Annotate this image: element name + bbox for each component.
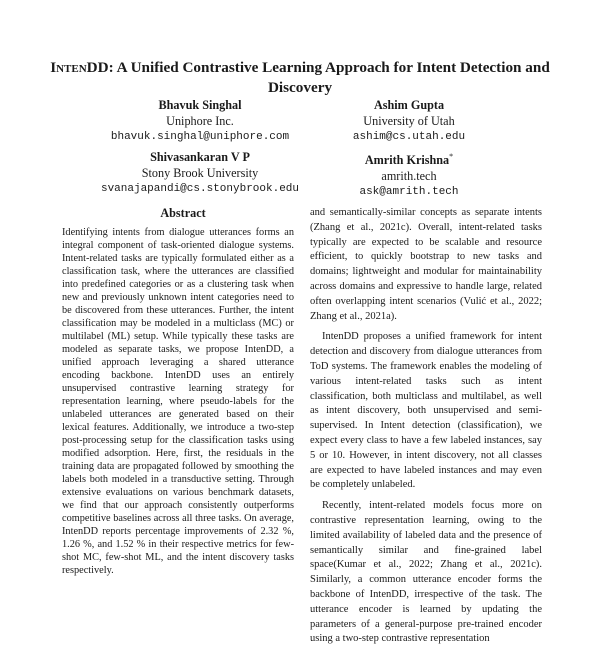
author-name: Ashim Gupta [373,98,445,112]
author-block [299,97,519,145]
author-block [90,97,310,145]
author-affiliation: Stony Brook University [141,166,259,180]
title-rest: : A Unified Contrastive Learning Approach for Intent Detection and Discovery [108,59,550,96]
author-affiliation: amrith.tech [381,169,437,184]
abstract-body [62,226,294,577]
paragraph-continuation: and semantically-similar concepts as separate intents (Zhang et al., 2021c). Overall, intent-related tasks typically are expected to be scalable and resource efficient, to quickly bootstrap to new tasks and domains; lightweight and modular for maintainability across domains and expressive to handle large, related often overlapping intent scenarios (Vulić et al., 2022; Zhang et al., 2021a). [310,207,542,322]
paper-title [40,58,560,98]
abstract-text: Identifying intents from dialogue utterances forms an integral component of task-oriented dialogue systems. Intent-related tasks are typically formulated either as a classification task, where the utterances are classified into predefined categories or as a clustering task when new and previously unknown intent categories need to be discovered from these utterances. Further, the intent classification may be modeled in a multiclass (MC) or multilabel (ML) setup. While typically these tasks are modeled as separate tasks, we propose IntenDD, a unified approach leveraging a shared utterance encoding backbone. IntenDD uses an entirely unsupervised contrastive learning strategy for representation learning, where pseudo-labels for the unlabeled utterances are generated based on their lexical features. Additionally, we introduce a two-step post-processing setup for the classification tasks using modified adsorption. Here, first, the residuals in the training data are propagated followed by smoothing the labels both modeled in a transductive setting. Through extensive evaluations on various benchmark datasets, we find that our approach consistently outperforms competitive baselines across all three tasks. On average, IntenDD reports percentage improvements of 2.32 %, 1.26 %, and 1.52 % in their respective metrics for few-shot MC, few-shot ML, and the intent discovery tasks respectively. [62,227,294,576]
author-email: ashim@cs.utah.edu [352,131,466,143]
author-name: Bhavuk Singhal [158,98,242,112]
author-affiliation: University of Utah [363,114,455,128]
author-name: Amrith Krishna* [364,152,454,168]
author-email: svanajapandi@cs.stonybrook.edu [100,183,300,195]
author-affiliation: Uniphore Inc. [166,114,234,128]
author-name: Shivasankaran V P [150,150,250,164]
author-block [90,149,310,197]
system-name: IntenDD [50,59,109,76]
footnote-mark: * [449,152,454,161]
author-block [299,149,519,200]
author-email: bhavuk.singhal@uniphore.com [110,131,290,143]
abstract-heading: Abstract [160,206,206,220]
paragraph-framework: IntenDD proposes a unified framework for intent detection and discovery from dialogue utterances from ToD systems. The framework enables the modeling of various intent-related tasks such as intent classification, both multiclass and multilabel, as well as intent discovery, both unsupervised and semi-supervised. In Intent detection (classification), we expect every class to have a few labeled instances, say 5 or 10. However, in intent discovery, not all classes are expected to have labeled instances and may even be completely unlabeled. [310,331,542,491]
paragraph-recent-work: Recently, intent-related models focus more on contrastive representation learning, owing to the limited availability of labeled data and the presence of semantically similar and fine-grained label space(Kumar et al., 2022; Zhang et al., 2021c). Similarly, a common utterance encoder forms the backbone of IntenDD, irrespective of the task. The utterance encoder is learned by updating the parameters of a general-purpose pre-trained encoder using a two-step contrastive representation [310,500,542,645]
author-email: ask@amrith.tech [359,186,459,199]
right-column [310,206,542,653]
